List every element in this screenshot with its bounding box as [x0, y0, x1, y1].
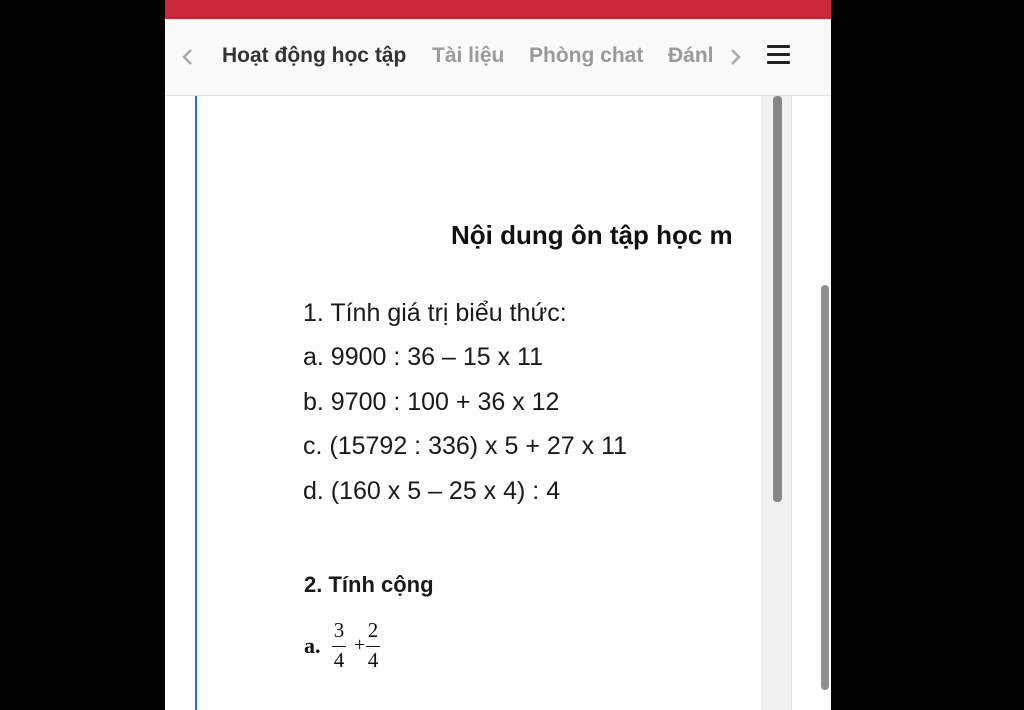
- fraction-1-denominator: 4: [333, 648, 345, 672]
- tab-danh-gia[interactable]: Đánl: [668, 44, 714, 67]
- item-label: a.: [304, 633, 321, 658]
- top-red-bar: [165, 0, 831, 19]
- fraction-2-denominator: 4: [367, 648, 379, 672]
- document-title: Nội dung ôn tập học m: [451, 220, 733, 250]
- inner-scrollbar-thumb[interactable]: [773, 96, 782, 502]
- section1-heading: 1. Tính giá trị biểu thức:: [303, 299, 567, 327]
- chevron-right-icon[interactable]: [726, 48, 744, 66]
- document-viewer[interactable]: [195, 96, 761, 710]
- expression-a: a. 9900 : 36 – 15 x 11: [303, 343, 544, 371]
- expression-d: d. (160 x 5 – 25 x 4) : 4: [303, 477, 561, 505]
- chevron-left-icon[interactable]: [179, 48, 197, 66]
- tab-bar: [165, 19, 831, 96]
- tab-phong-chat[interactable]: Phòng chat: [529, 44, 644, 67]
- tab-tai-lieu[interactable]: Tài liệu: [432, 44, 505, 67]
- fraction-sum-a: [304, 618, 424, 674]
- outer-scrollbar-thumb[interactable]: [821, 285, 829, 690]
- section2-heading: 2. Tính cộng: [304, 572, 434, 597]
- hamburger-menu-icon[interactable]: [765, 43, 793, 71]
- fraction-1-numerator: 3: [333, 618, 345, 642]
- expression-b: b. 9700 : 100 + 36 x 12: [303, 388, 560, 416]
- tab-hoat-dong-hoc-tap[interactable]: Hoạt động học tập: [222, 44, 407, 67]
- app-window: [165, 0, 831, 710]
- expression-c: c. (15792 : 336) x 5 + 27 x 11: [303, 432, 628, 460]
- fraction-2-numerator: 2: [367, 618, 379, 642]
- plus-sign: +: [354, 634, 366, 656]
- divider: [791, 96, 792, 710]
